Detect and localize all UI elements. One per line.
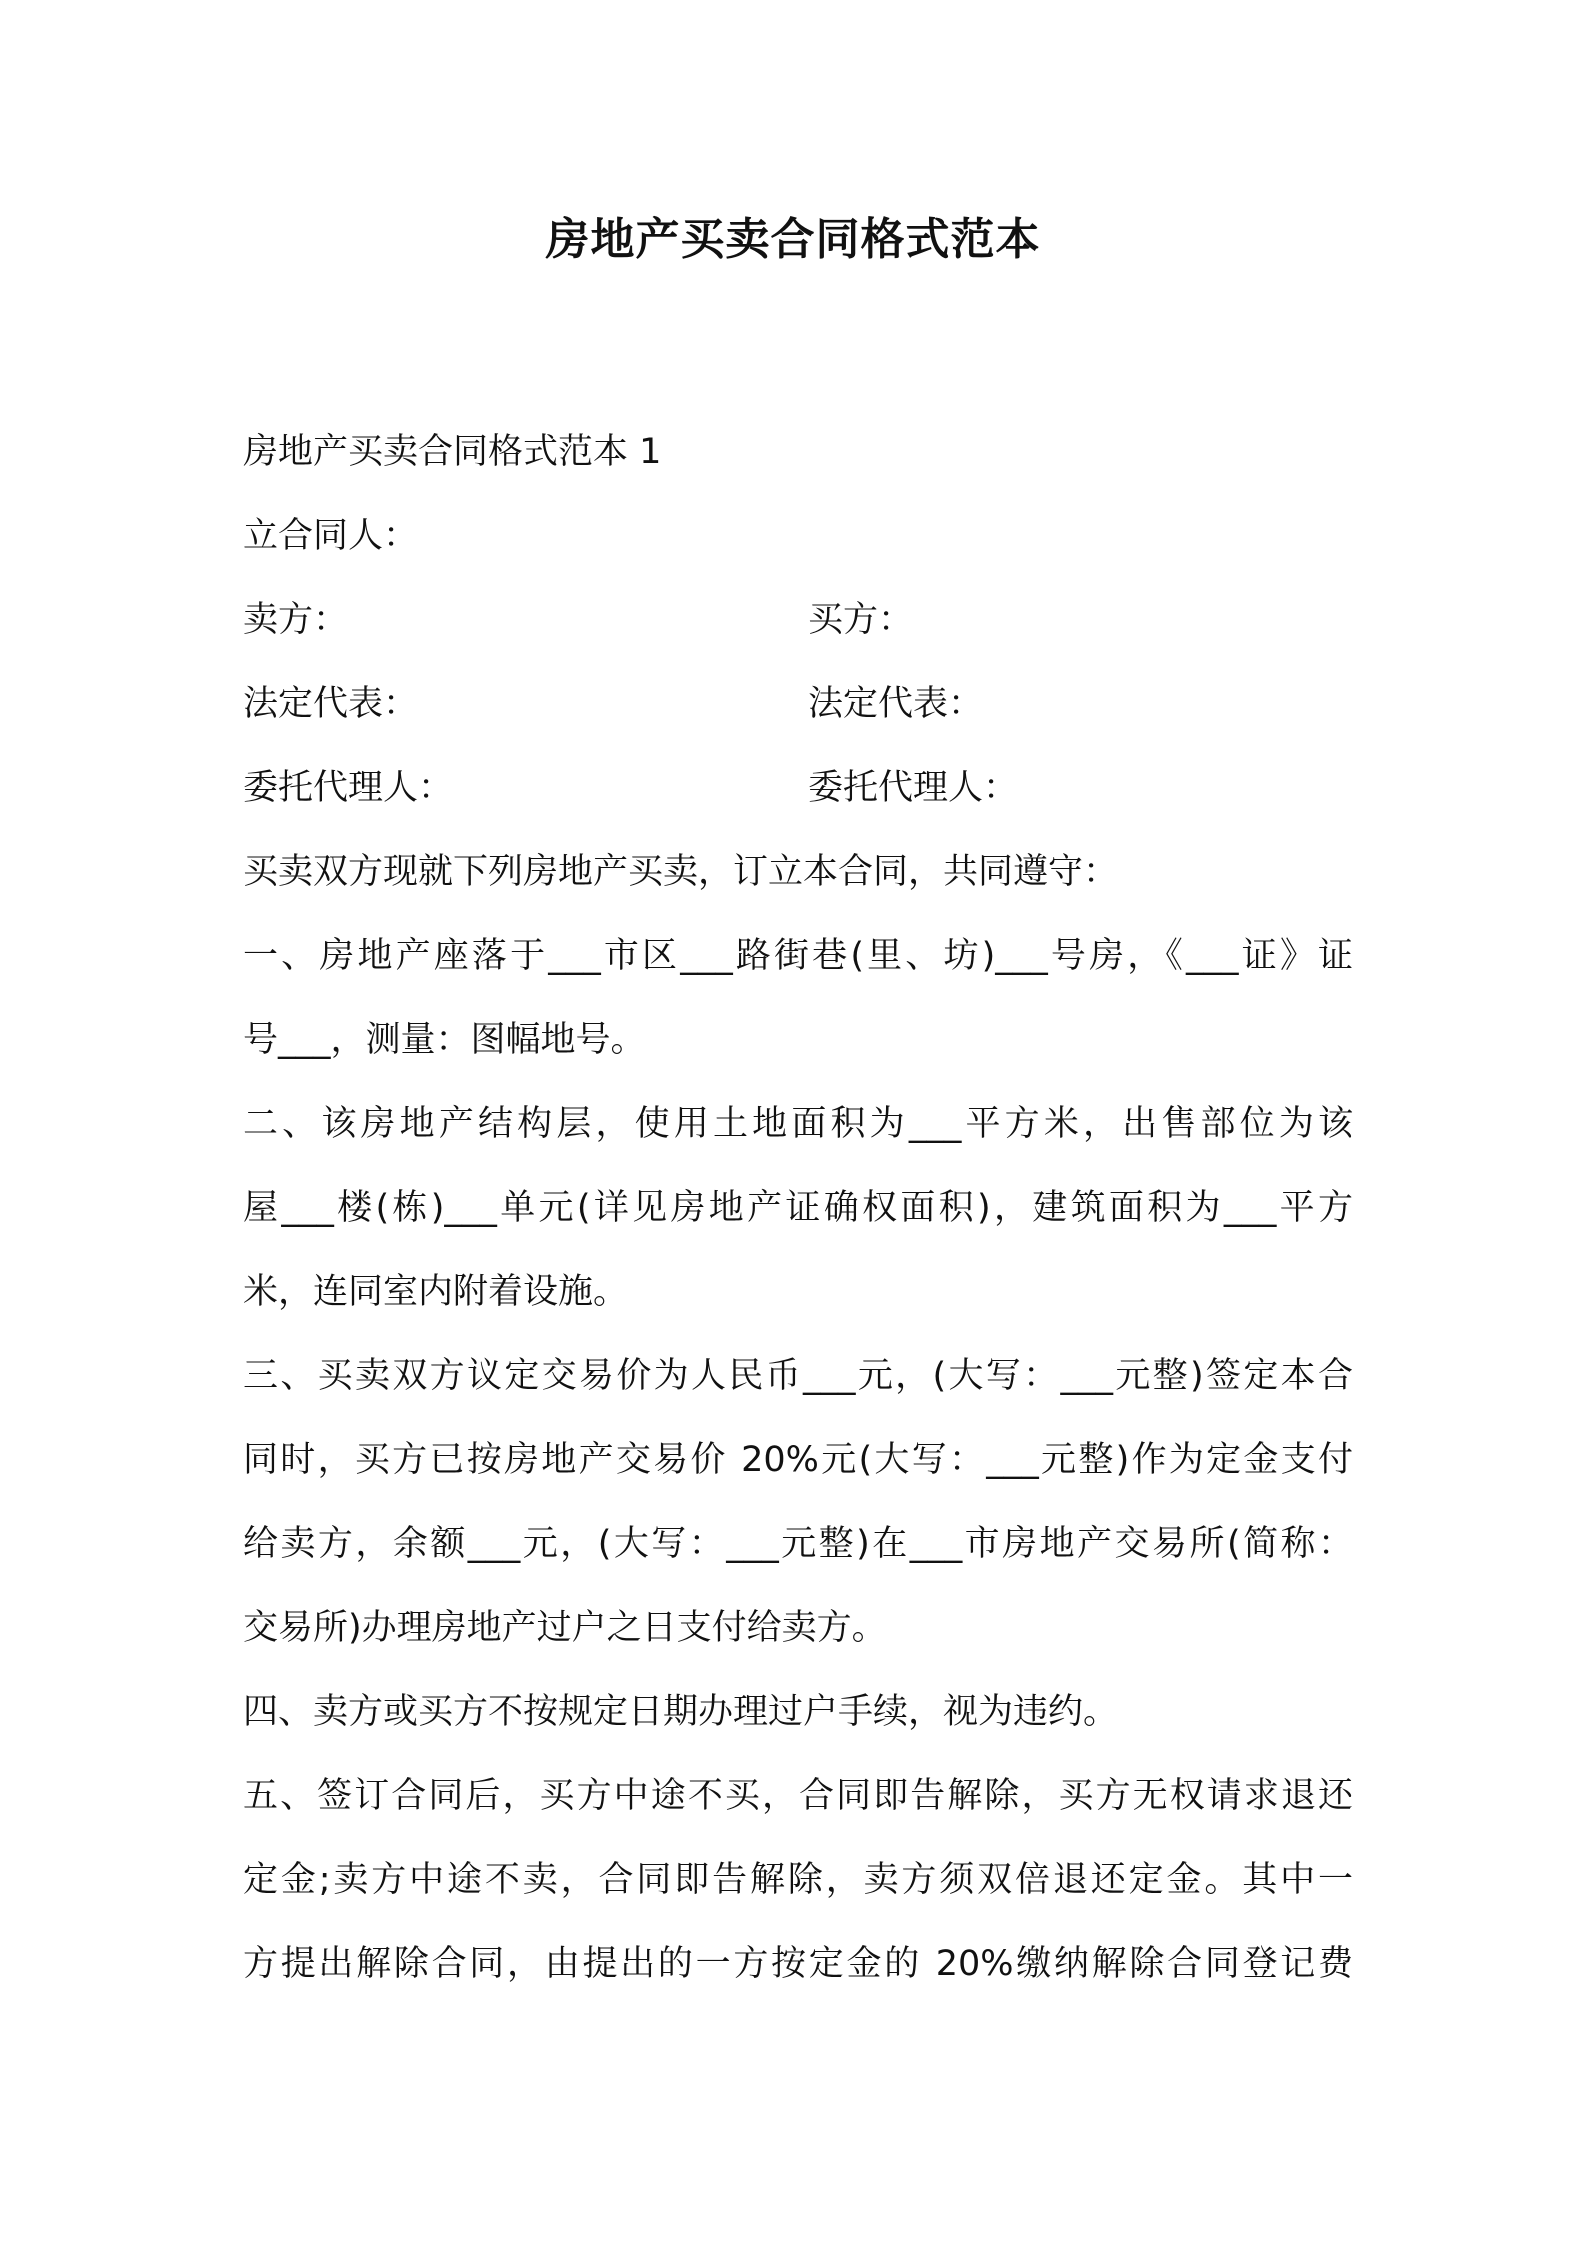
clause-4-line-1: 四、卖方或买方不按规定日期办理过户手续，视为违约。 bbox=[243, 1692, 1119, 1732]
seller-agent-label: 委托代理人： bbox=[243, 768, 454, 808]
clause-1-line-2: 号___，测量：图幅地号。 bbox=[243, 1020, 646, 1060]
clause-3-line-4: 交易所)办理房地产过户之日支付给卖方。 bbox=[243, 1608, 887, 1648]
clause-2-line-1: 二、该房地产结构层，使用土地面积为___平方米，出售部位为该 bbox=[243, 1104, 1353, 1144]
party-row-seller-buyer bbox=[243, 578, 1353, 662]
party-row-legal-representative bbox=[243, 662, 1353, 746]
clause-5-line-3: 方提出解除合同，由提出的一方按定金的 20%缴纳解除合同登记费 bbox=[243, 1944, 1353, 1984]
clause-3-line-2: 同时，买方已按房地产交易价 20%元(大写：___元整)作为定金支付 bbox=[243, 1440, 1353, 1480]
intro-paragraph: 买卖双方现就下列房地产买卖，订立本合同，共同遵守： bbox=[243, 852, 1119, 892]
buyer-label: 买方： bbox=[808, 600, 914, 640]
seller-legal-representative-label: 法定代表： bbox=[243, 684, 419, 724]
parties-label: 立合同人： bbox=[243, 516, 419, 556]
clause-5-line-2: 定金;卖方中途不卖，合同即告解除，卖方须双倍退还定金。其中一 bbox=[243, 1860, 1353, 1900]
seller-label: 卖方： bbox=[243, 600, 349, 640]
clause-2-line-3: 米，连同室内附着设施。 bbox=[243, 1272, 629, 1312]
document-title: 房地产买卖合同格式范本 bbox=[545, 214, 1041, 265]
buyer-agent-label: 委托代理人： bbox=[808, 768, 1019, 808]
clause-3-line-3: 给卖方，余额___元，(大写：___元整)在___市房地产交易所(简称： bbox=[243, 1524, 1353, 1564]
clause-1-line-1: 一、房地产座落于___市区___路街巷(里、坊)___号房，《___证》证 bbox=[243, 936, 1353, 976]
clause-2-line-2: 屋___楼(栋)___单元(详见房地产证确权面积)，建筑面积为___平方 bbox=[243, 1188, 1353, 1228]
clause-5-line-1: 五、签订合同后，买方中途不买，合同即告解除，买方无权请求退还 bbox=[243, 1776, 1353, 1816]
buyer-legal-representative-label: 法定代表： bbox=[808, 684, 984, 724]
document-body bbox=[243, 410, 1353, 2006]
clause-3-line-1: 三、买卖双方议定交易价为人民币___元，(大写：___元整)签定本合 bbox=[243, 1356, 1353, 1396]
party-row-agent bbox=[243, 746, 1353, 830]
document-subtitle: 房地产买卖合同格式范本 1 bbox=[243, 432, 662, 472]
